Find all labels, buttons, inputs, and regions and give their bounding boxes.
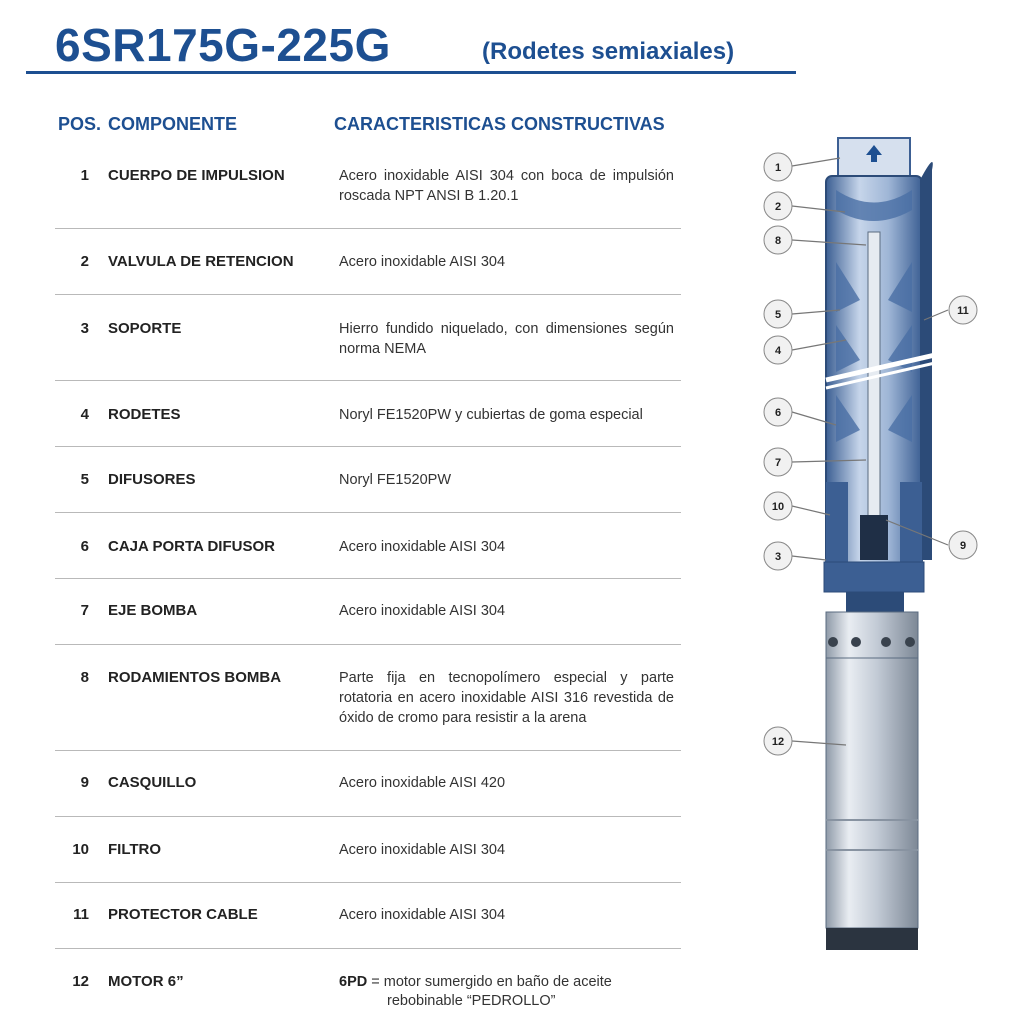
row-pos: 7 (80, 602, 89, 619)
callout-label: 11 (957, 305, 969, 317)
motor-body (826, 658, 918, 928)
row-pos: 5 (80, 471, 89, 488)
callout-label: 3 (774, 551, 782, 563)
table-row (55, 512, 681, 579)
row-pos: 2 (80, 253, 89, 270)
callout-label: 8 (774, 235, 782, 247)
row-pos: 1 (80, 167, 89, 184)
header-characteristics: CARACTERISTICAS CONSTRUCTIVAS (334, 114, 665, 134)
row-description: Acero inoxidable AISI 304 (339, 254, 506, 270)
support-neck (846, 592, 904, 612)
row-description: Acero inoxidable AISI 304 (339, 842, 506, 858)
callout-label: 9 (959, 540, 967, 552)
table-row (55, 750, 681, 817)
callout-label: 1 (774, 162, 782, 174)
row-component: CASQUILLO (108, 774, 197, 791)
table-row (55, 380, 681, 447)
row-pos: 6 (80, 538, 89, 555)
motor-code: 6PD (339, 974, 368, 990)
title-rule (26, 71, 796, 74)
header-component: COMPONENTE (108, 114, 238, 134)
callout-label: 6 (774, 407, 782, 419)
row-description (339, 973, 612, 1011)
table-row (55, 446, 681, 513)
row-component: CUERPO DE IMPULSION (108, 167, 285, 184)
row-description: Acero inoxidable AISI 304 (339, 907, 506, 923)
row-component: MOTOR 6” (108, 973, 184, 990)
row-description: Acero inoxidable AISI 304 (339, 603, 506, 619)
row-component: DIFUSORES (108, 471, 196, 488)
row-pos: 4 (80, 406, 89, 423)
row-pos: 3 (80, 320, 89, 337)
pump-shaft (868, 232, 880, 532)
row-description: Hierro fundido niquelado, con dimensiones según norma NEMA (339, 321, 674, 357)
table-row (55, 882, 681, 949)
row-description: Acero inoxidable AISI 304 (339, 539, 506, 555)
table-row (55, 294, 681, 381)
callout-label: 2 (774, 201, 782, 213)
row-description: Noryl FE1520PW y cubiertas de goma especial (339, 407, 643, 423)
motor-desc-line1: = motor sumergido en baño de aceite (367, 974, 612, 990)
table-row (55, 228, 681, 295)
motor-base (826, 928, 918, 950)
support-bracket (824, 562, 924, 592)
callout-label: 5 (774, 309, 782, 321)
row-component: FILTRO (108, 841, 162, 858)
table-row (55, 644, 681, 751)
table-row (55, 578, 681, 645)
row-pos: 12 (72, 973, 89, 990)
row-component: VALVULA DE RETENCION (108, 253, 294, 270)
row-component: RODETES (108, 406, 181, 423)
row-pos: 10 (72, 841, 89, 858)
row-component: PROTECTOR CABLE (108, 906, 258, 923)
table-row (55, 816, 681, 883)
header-pos: POS. (58, 114, 102, 134)
page-title: 6SR175G-225G (55, 19, 391, 71)
page-subtitle: (Rodetes semiaxiales) (482, 38, 735, 65)
coupling (860, 515, 888, 560)
callout-label: 4 (774, 345, 782, 357)
row-pos: 9 (80, 774, 89, 791)
callout-label: 12 (771, 736, 785, 748)
motor-top (826, 612, 918, 658)
row-description: Acero inoxidable AISI 304 con boca de impulsión roscada NPT ANSI B 1.20.1 (339, 168, 674, 204)
row-description: Acero inoxidable AISI 420 (339, 775, 506, 791)
callout-label: 7 (774, 457, 782, 469)
row-component: RODAMIENTOS BOMBA (108, 669, 282, 686)
motor-desc-line2: rebobinable “PEDROLLO” (387, 993, 556, 1009)
filter-screen (900, 482, 922, 562)
row-component: EJE BOMBA (108, 602, 198, 619)
row-pos: 11 (73, 906, 89, 923)
table-row (55, 948, 681, 1018)
row-pos: 8 (80, 669, 89, 686)
row-description: Parte fija en tecnopolímero especial y parte rotatoria en acero inoxidable AISI 316 revestida de óxido de cromo para resistir a la arena (339, 670, 674, 726)
pump-diagram (755, 130, 995, 960)
row-component: CAJA PORTA DIFUSOR (108, 538, 275, 555)
row-description: Noryl FE1520PW (339, 472, 452, 488)
callout-label: 10 (771, 501, 785, 513)
table-row (55, 158, 681, 229)
row-component: SOPORTE (108, 320, 182, 337)
filter-screen (826, 482, 848, 562)
